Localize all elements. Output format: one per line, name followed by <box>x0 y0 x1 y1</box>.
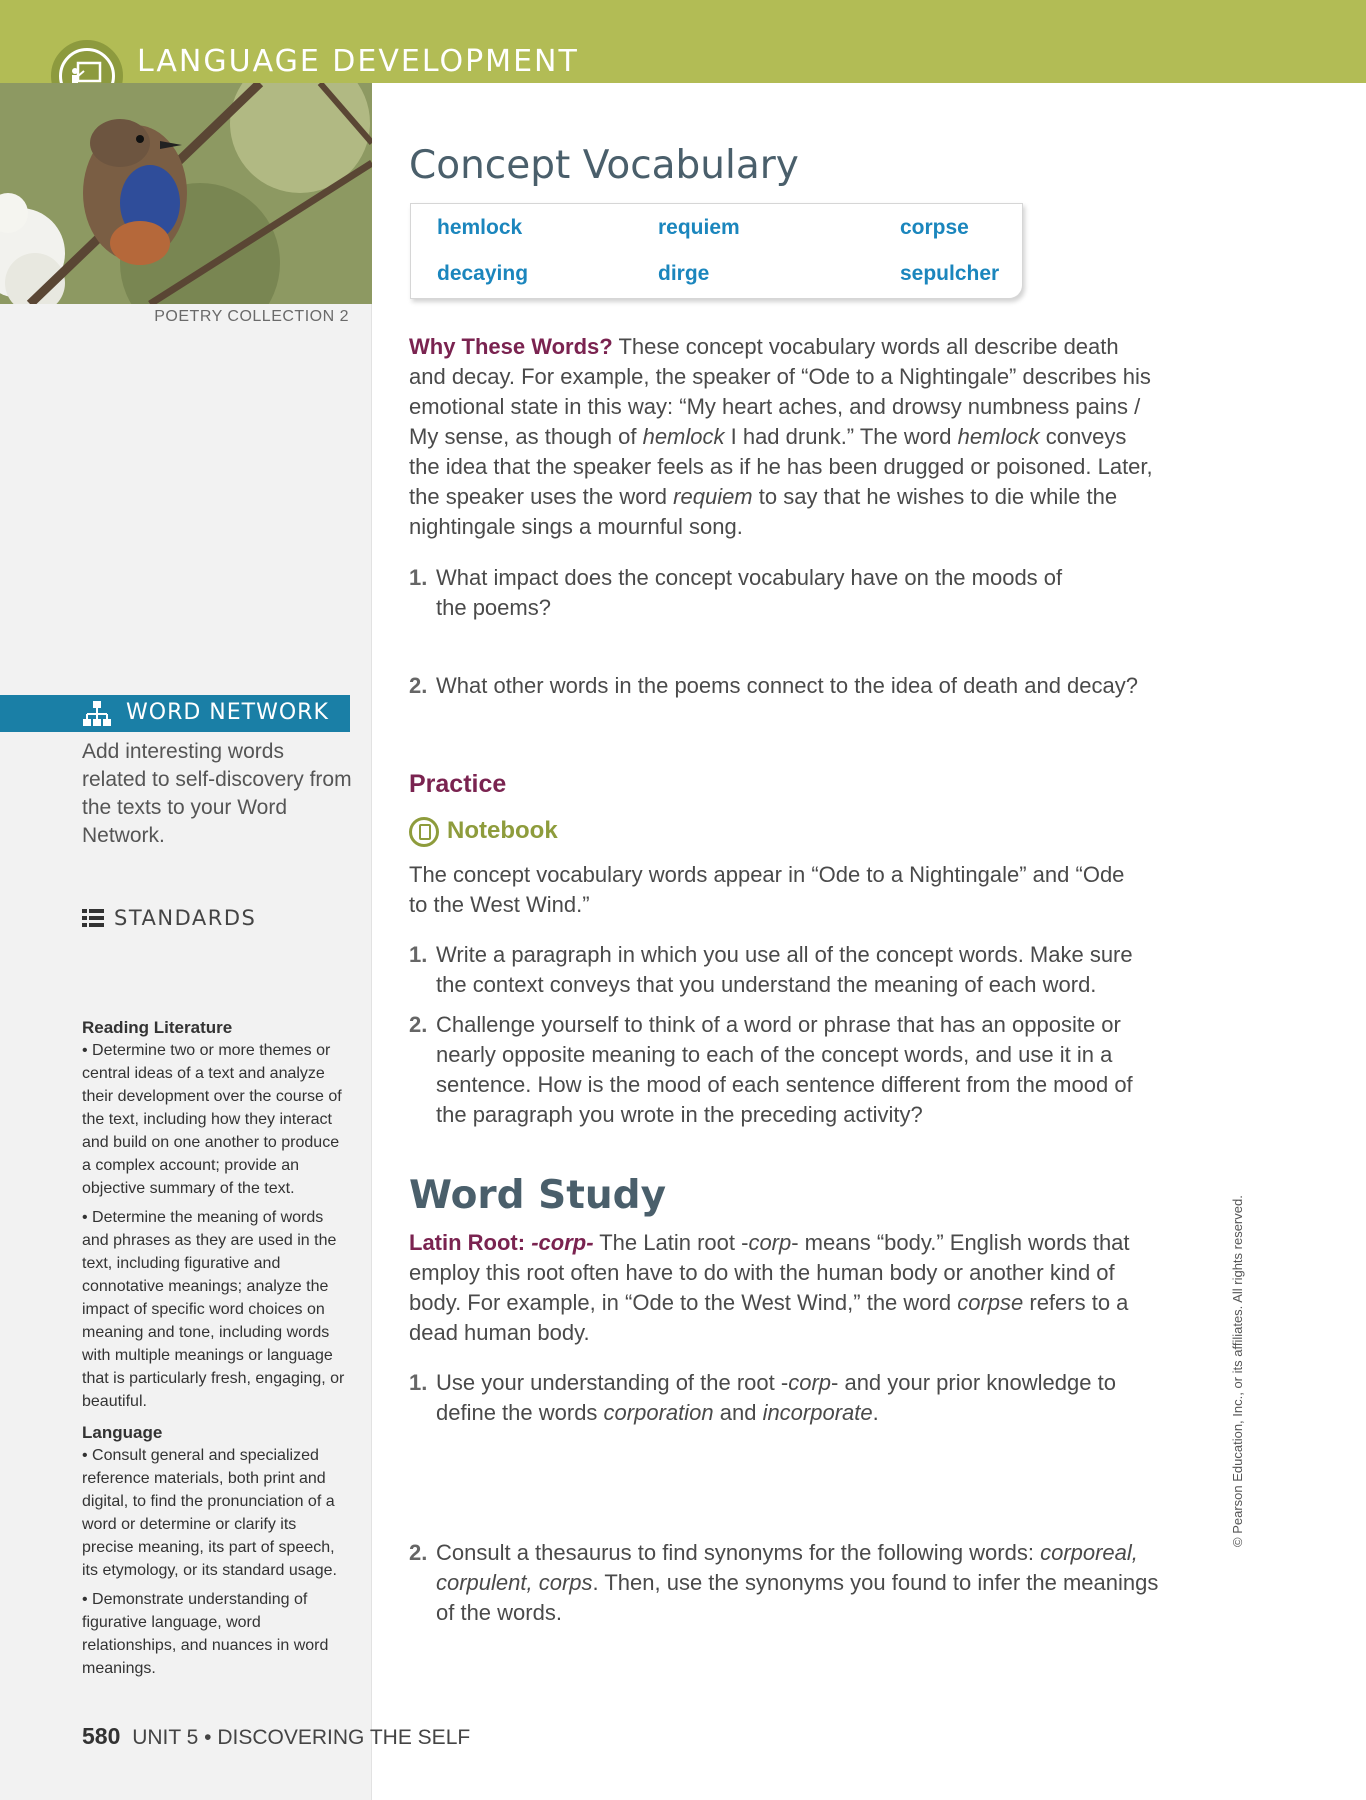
standards-subheading: Reading Literature <box>82 1018 233 1037</box>
why-these-words-lead: Why These Words? <box>409 334 613 359</box>
paragraph-text: - means “body.” English words that employ this root often have to do with the human body or another kind of body. For example, in “Ode to the West Wind,” the word <box>409 1230 1130 1315</box>
vocab-word: corpse <box>900 216 969 239</box>
word-network-text: Add interesting words related to self-discovery from the texts to your Word Network. <box>82 740 352 847</box>
item-text: Challenge yourself to think of a word or phrase that has an opposite or nearly opposite meaning to each of the concept words, and use it in a sentence. How is the mood of each sentence different from the mood of the paragraph you wrote in the preceding activity? <box>436 1012 1133 1127</box>
question-text: Use your understanding of the root -corp- and your prior knowledge to define the words corporation and incorporate. <box>436 1370 1116 1425</box>
word-network-title: WORD NETWORK <box>126 700 329 725</box>
practice-heading: Practice <box>409 770 507 798</box>
paragraph-text: These concept vocabulary words all describe death and decay. For example, the speaker of “Ode to a Nightingale” describes his emotional state in this way: “My heart aches, and drowsy numbness pains / My sense, as though of <box>409 334 1151 449</box>
standards-language <box>82 1421 352 1680</box>
item-text: Write a paragraph in which you use all of the concept words. Make sure the context conveys that you understand the meaning of each word. <box>436 942 1133 997</box>
question-text: What impact does the concept vocabulary have on the moods of the poems? <box>436 565 1063 620</box>
copyright-notice: © Pearson Education, Inc., or its affiliates. All rights reserved. <box>1230 1195 1245 1547</box>
word-study-heading: Word Study <box>409 1173 666 1218</box>
page-footer <box>82 1723 470 1750</box>
question-number: 2. <box>409 673 428 698</box>
concept-vocabulary-heading: Concept Vocabulary <box>409 143 799 188</box>
standard-item: • Consult general and specialized reference materials, both print and digital, to find the pronunciation of a word or determine or clarify its precise meaning, its part of speech, its etymology, or its standard usage. <box>82 1447 337 1579</box>
item-number: 2. <box>409 1012 428 1037</box>
paragraph-text: refers to a dead human body. <box>409 1290 1129 1345</box>
latin-root-term: -corp- <box>531 1230 594 1255</box>
collection-label: POETRY COLLECTION 2 <box>154 308 349 325</box>
list-icon <box>82 909 104 927</box>
paragraph-text: I had drunk.” The word <box>724 424 958 449</box>
question-number: 1. <box>409 565 428 590</box>
why-these-words-paragraph <box>409 332 1159 542</box>
standard-item: • Demonstrate understanding of figurative language, word relationships, and nuances in word meanings. <box>82 1591 329 1677</box>
italic-term: corpse <box>957 1290 1024 1315</box>
vocab-word: dirge <box>658 262 710 285</box>
concept-question-2 <box>409 671 1189 701</box>
paragraph-text: conveys the idea that the speaker feels as if he has been drugged or poisoned. Later, the speaker uses the word <box>409 424 1153 509</box>
italic-term: hemlock <box>642 424 725 449</box>
page-number: 580 <box>82 1723 121 1749</box>
italic-term: hemlock <box>957 424 1040 449</box>
latin-root-paragraph <box>409 1228 1169 1348</box>
word-network-bar <box>0 695 350 732</box>
practice-intro: The concept vocabulary words appear in “Ode to a Nightingale” and “Ode to the West Wind.” <box>409 862 1125 917</box>
paragraph-text: to say that he wishes to die while the nightingale sings a mournful song. <box>409 484 1118 539</box>
vocab-word: hemlock <box>437 216 523 239</box>
notebook-label: Notebook <box>447 817 558 844</box>
item-number: 1. <box>409 942 428 967</box>
question-number: 1. <box>409 1370 428 1395</box>
word-study-question-1 <box>409 1368 1149 1428</box>
standards-subheading: Language <box>82 1423 163 1442</box>
standards-reading-literature <box>82 1016 352 1413</box>
bird-photo <box>0 83 372 304</box>
question-text: Consult a thesaurus to find synonyms for the following words: corporeal, corpulent, corps. Then, use the synonyms you found to infer the meanings of the words. <box>436 1540 1159 1625</box>
vocab-word: decaying <box>437 262 529 285</box>
section-title: LANGUAGE DEVELOPMENT <box>137 44 579 79</box>
practice-item-1 <box>409 940 1169 1000</box>
practice-item-2 <box>409 1010 1169 1130</box>
standards-header <box>82 903 342 933</box>
network-icon <box>83 701 111 727</box>
standard-item: • Determine two or more themes or central ideas of a text and analyze their development over the course of the text, including how they interact and build on one another to produce a complex account; provide an objective summary of the text. <box>82 1042 342 1197</box>
italic-term: requiem <box>673 484 753 509</box>
latin-root-lead: Latin Root: <box>409 1230 532 1255</box>
standards-title: STANDARDS <box>114 906 257 930</box>
paragraph-text: The Latin root - <box>593 1230 749 1255</box>
notebook-icon <box>409 817 439 847</box>
vocabulary-word-box <box>410 203 1023 299</box>
vocab-word: sepulcher <box>900 262 1000 285</box>
question-number: 2. <box>409 1540 428 1565</box>
concept-question-1 <box>409 563 1069 623</box>
italic-term: corp <box>748 1230 792 1255</box>
vocab-word: requiem <box>658 216 740 239</box>
unit-title: UNIT 5 • DISCOVERING THE SELF <box>132 1726 471 1749</box>
question-text: What other words in the poems connect to the idea of death and decay? <box>436 673 1139 698</box>
word-study-question-2 <box>409 1538 1179 1628</box>
standard-item: • Determine the meaning of words and phrases as they are used in the text, including figurative and connotative meanings; analyze the impact of specific word choices on meaning and tone, including words with multiple meanings or language that is particularly fresh, engaging, or beautiful. <box>82 1209 345 1410</box>
